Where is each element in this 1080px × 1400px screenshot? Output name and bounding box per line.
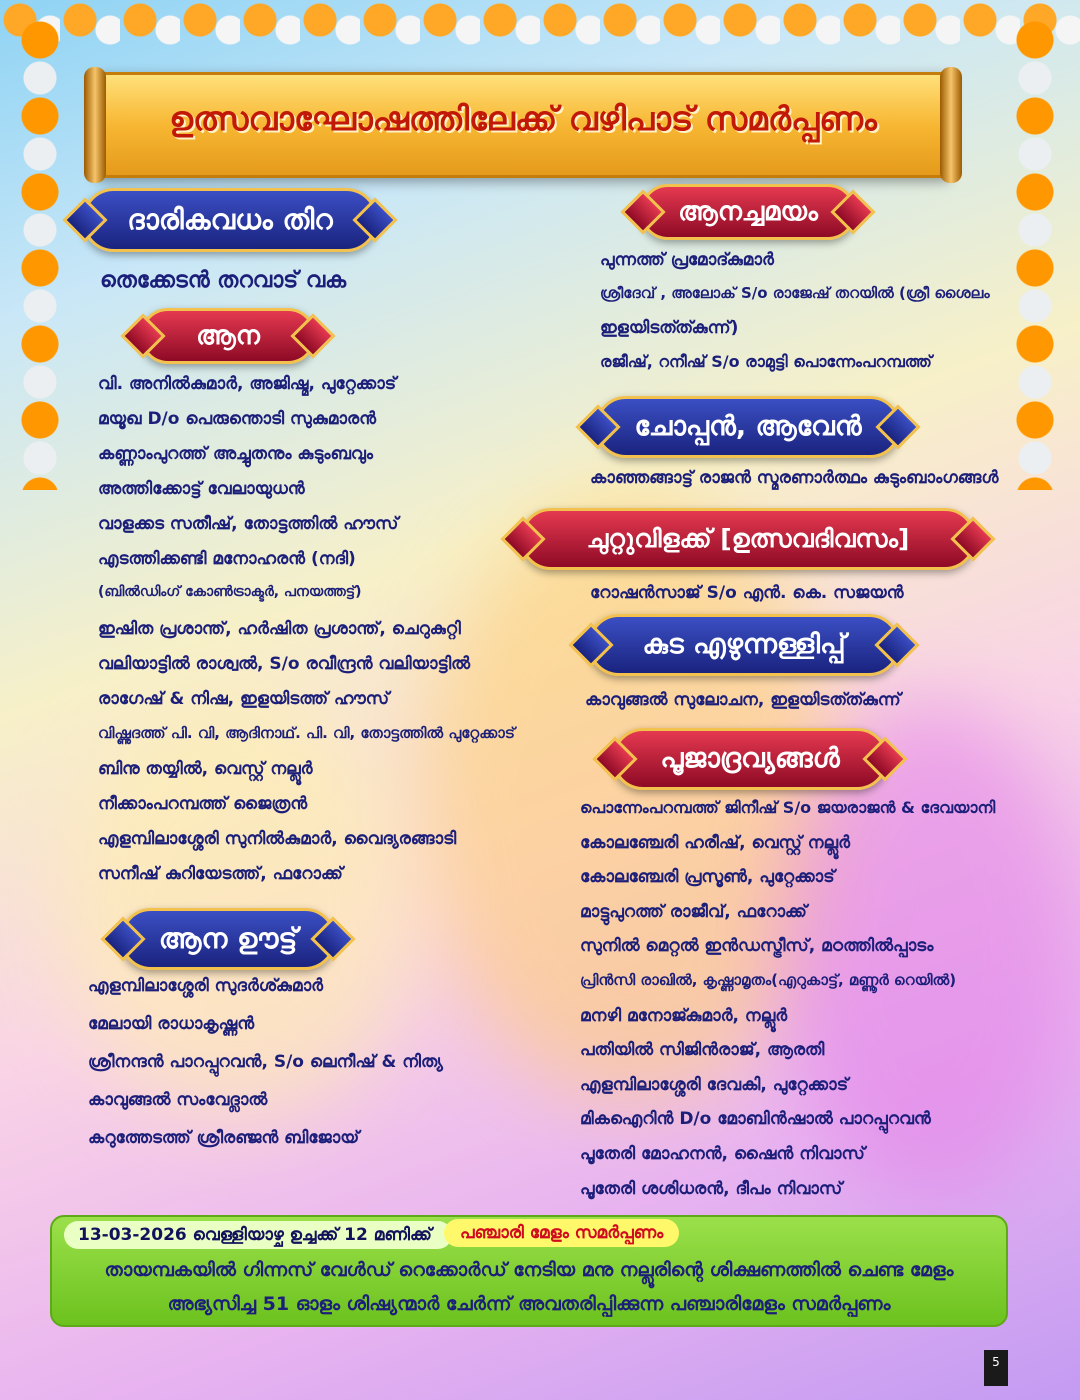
list-item: കോലഞ്ചേരി ഹരീഷ്, വെസ്റ്റ് നല്ലൂർ: [580, 832, 850, 853]
section-heading-label: പൂജാദ്രവ്യങ്ങൾ: [660, 743, 840, 774]
list-item: പ്രിൻസി രാഖിൽ, കൃഷ്ണാമൃതം(എറുകാട്ട്, മണ്ണൂർ റെയിൽ): [580, 970, 957, 989]
list-item: മാട്ടുപുറത്ത് രാജീവ്, ഫറോക്ക്: [580, 901, 807, 922]
flower-garland-top: [0, 0, 1080, 60]
list-item: മനഴി മനോജ്കുമാർ, നല്ലൂർ: [580, 1005, 788, 1026]
chuttuvilakku-sponsor: റോഷൻസാജ് S/o എൻ. കെ. സജയൻ: [590, 583, 904, 603]
list-item: മയൂഖ D/o പെരുന്തൊടി സുകുമാരൻ: [98, 409, 377, 429]
section-heading-label: ദാരികവധം തിറ: [127, 203, 333, 236]
list-item: പൊന്നേംപറമ്പത്ത് ജിനീഷ് S/o ജയരാജൻ & ദേവയാനി: [580, 798, 996, 817]
list-item: പുന്നത്ത് പ്രമോദ്കുമാർ: [600, 250, 774, 270]
flower-garland-right: [1000, 20, 1070, 490]
list-item: രാഗേഷ് & നിഷ, ഇളയിടത്ത് ഹൗസ്: [98, 689, 390, 709]
section-heading-darikavadham: [82, 188, 378, 252]
list-item: ബിനു തയ്യിൽ, വെസ്റ്റ് നല്ലൂർ: [98, 759, 313, 779]
list-item: രജീഷ്, റനീഷ് S/o രാമുട്ടി പൊന്നേംപറമ്പത്ത്: [600, 352, 932, 371]
panchari-melam-announcement: [50, 1215, 1008, 1327]
section-heading-label: ചോപ്പൻ, ആവേൻ: [634, 411, 862, 442]
section-heading-chuttuvilakku: [520, 508, 976, 570]
list-item: വി. അനിൽകുമാർ, അജിഷ്മ, പുറ്റേക്കാട്: [98, 374, 397, 394]
list-item: വാളക്കട സതീഷ്, തോട്ടത്തിൽ ഹൗസ്: [98, 514, 399, 534]
aana-oottu-sponsor-list: [88, 976, 443, 1166]
section-heading-pooja: [612, 728, 888, 790]
list-item: സുനിൽ മെറ്റൽ ഇൻഡസ്ട്രീസ്, മഠത്തിൽപ്പാടം: [580, 936, 934, 957]
list-item: ഇഷിത പ്രശാന്ത്, ഹർഷിത പ്രശാന്ത്, ചെറുകുറ്റി: [98, 619, 461, 639]
list-item: എളമ്പിലാശ്ശേരി ദേവകി, പുറ്റേക്കാട്: [580, 1074, 849, 1095]
section-heading-aana: [140, 308, 316, 364]
section-heading-label: ആന ഊട്ട്: [158, 922, 298, 955]
list-item: എളമ്പിലാശ്ശേരി സുനിൽകുമാർ, വൈദ്യരങ്ങാടി: [98, 829, 457, 849]
pooja-sponsor-list: [580, 798, 995, 1213]
section-heading-choppan: [595, 396, 901, 458]
list-item: വലിയാട്ടിൽ രാശ്വൽ, S/o രവീന്ദ്രൻ വലിയാട്ടിൽ: [98, 654, 471, 674]
announcement-line-2: അഭ്യസിച്ച 51 ഓളം ശിഷ്യന്മാർ ചേർന്ന് അവതരിപ്പിക്കുന്ന പഞ്ചാരിമേളം സമർപ്പണം: [167, 1293, 891, 1315]
choppan-sponsor: കാഞ്ഞങ്ങാട്ട് രാജൻ സ്മരണാർത്ഥം കുടുംബാംഗങ്ങൾ: [590, 468, 999, 488]
list-item: കറുത്തേടത്ത് ശ്രീരഞ്ജൻ ബിജോയ്: [88, 1128, 360, 1148]
section-heading-aanachamayam: [640, 184, 856, 240]
section-heading-label: ആന: [196, 320, 260, 351]
page-number: 5: [984, 1350, 1008, 1386]
darikavadham-sponsor: തെക്കേടൻ തറവാട് വക: [100, 268, 347, 293]
event-date: 13-03-2026 വെള്ളിയാഴ്ച ഉച്ചക്ക് 12 മണിക്ക്: [64, 1221, 452, 1249]
aana-sponsor-list: [98, 374, 515, 899]
list-item: (ബിൽഡിംഗ് കോൺട്രാക്ടർ, പനയത്തട്ട്): [98, 584, 362, 600]
list-item: പൂതേരി ശശിധരൻ, ദീപം നിവാസ്: [580, 1178, 843, 1199]
list-item: ഇളയിടത്ത്കുന്ന്): [600, 318, 739, 338]
section-heading-aana-oottu: [120, 908, 336, 970]
event-tag: പഞ്ചാരി മേളം സമർപ്പണം: [444, 1219, 679, 1247]
page-title: ഉത്സവാഘോഷത്തിലേക്ക് വഴിപാട് സമർപ്പണം: [169, 99, 877, 138]
list-item: അത്തിക്കോട്ട് വേലായുധൻ: [98, 479, 305, 499]
section-heading-label: ചുറ്റുവിളക്ക് [ഉത്സവദിവസം]: [586, 524, 910, 553]
list-item: ശ്രീദേവ് , അലോക് S/o രാജേഷ് തറയിൽ (ശ്രീ ശൈലം: [600, 284, 990, 302]
title-scroll-banner: [95, 72, 951, 178]
list-item: പതിയിൽ സിജിൻരാജ്, ആരതി: [580, 1040, 825, 1061]
list-item: എടത്തിക്കണ്ടി മനോഹരൻ (നദി): [98, 549, 356, 569]
list-item: കാവുങ്ങൽ സംവേദ്ലാൽ: [88, 1090, 268, 1110]
announcement-line-1: തായമ്പകയിൽ ഗിന്നസ് വേൾഡ് റെക്കോർഡ് നേടിയ മനു നല്ലൂരിന്റെ ശിക്ഷണത്തിൽ ചെണ്ട മേളം: [104, 1259, 954, 1281]
list-item: ശ്രീനന്ദൻ പാറപ്പുറവൻ, S/o ലെനീഷ് & നിത്യ: [88, 1052, 443, 1072]
list-item: കോലഞ്ചേരി പ്രസൂൺ, പുറ്റേക്കാട്: [580, 867, 835, 888]
list-item: മികഐറിൻ D/o മോബിൻഷാൽ പാറപ്പുറവൻ: [580, 1109, 931, 1130]
section-heading-label: കുട എഴുന്നള്ളിപ്പ്: [642, 629, 846, 660]
list-item: കണ്ണാംപുറത്ത് അച്ചുതനും കുടുംബവും: [98, 444, 373, 464]
flower-garland-left: [5, 20, 75, 490]
list-item: പൂതേരി മോഹനൻ, ഷൈൻ നിവാസ്: [580, 1143, 865, 1164]
list-item: വിഷ്ണുദത്ത് പി. വി, ആദിനാഥ്. പി. വി, തോട്ടത്തിൽ പുറ്റേക്കാട്: [98, 724, 515, 742]
aanachamayam-sponsor-list: [600, 250, 990, 386]
section-heading-kuda: [588, 614, 900, 676]
kuda-sponsor: കാവുങ്ങൽ സുലോചന, ഇളയിടത്ത്കുന്ന്: [585, 690, 901, 710]
list-item: എളമ്പിലാശ്ശേരി സുദർശ്കുമാർ: [88, 976, 324, 996]
list-item: സനീഷ് കുറിയേടത്ത്, ഫറോക്ക്: [98, 864, 343, 884]
section-heading-label: ആനച്ചമയം: [678, 196, 818, 227]
list-item: നീക്കാംപറമ്പത്ത് ജൈത്രൻ: [98, 794, 308, 814]
list-item: മേലായി രാധാകൃഷ്ണൻ: [88, 1014, 255, 1034]
